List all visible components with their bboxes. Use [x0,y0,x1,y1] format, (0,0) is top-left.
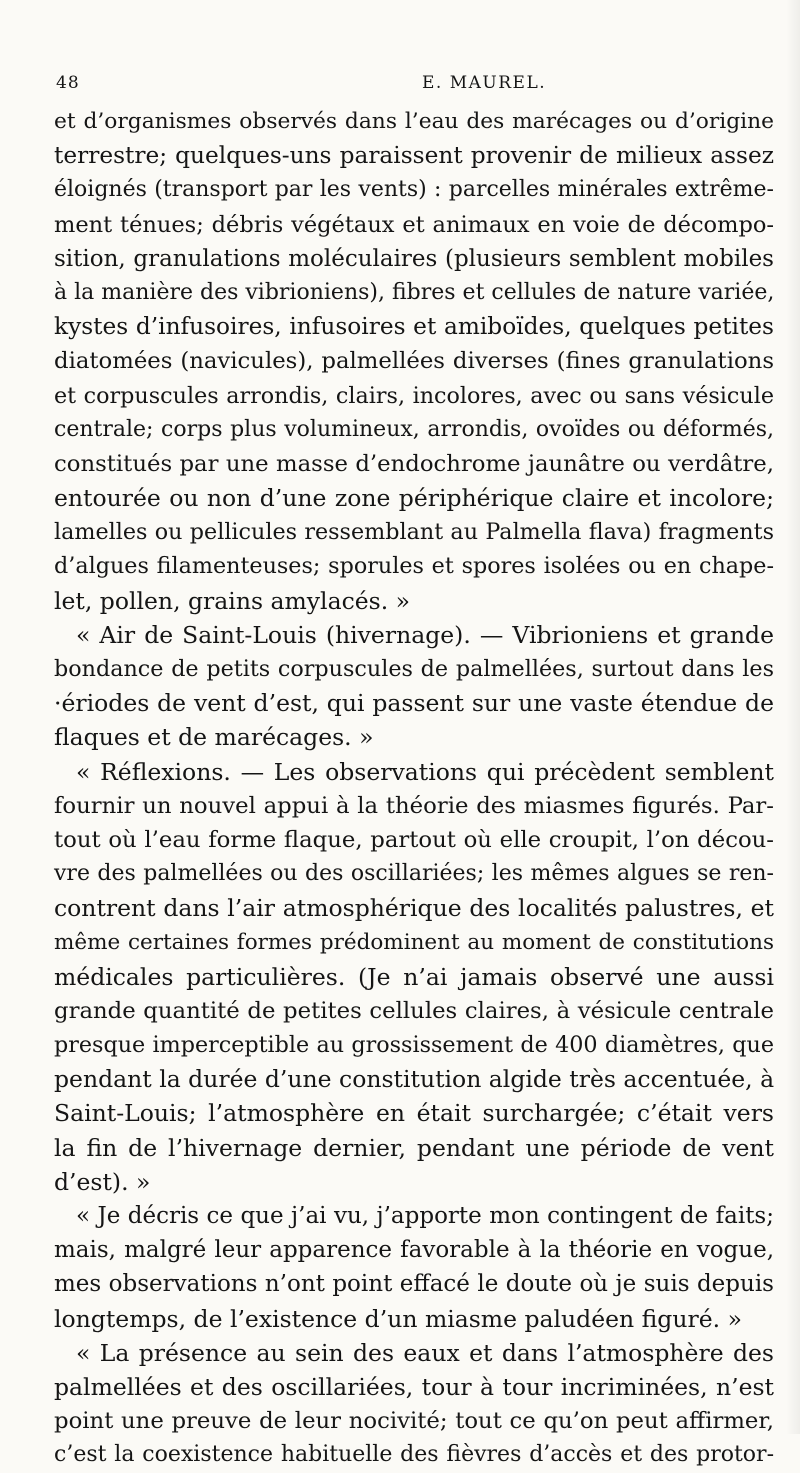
text-line: constitués par une masse d’endochrome jaunâtre ou verdâtre, [54,450,774,477]
text-line: Saint-Louis; l’atmosphère en était surchargée; c’était vers [54,1099,774,1128]
text-line: palmellées et des oscillariées, tour à tour incriminées, n’est [54,1372,774,1401]
text-line: kystes d’infusoires, infusoires et amiboïdes, quelques petites [54,313,774,341]
text-line: vre des palmellées ou des oscillariées; les mêmes algues se ren- [54,861,774,887]
text-line: mes observations n’ont point effacé le doute où je suis depuis [54,1271,774,1298]
text-line: « Air de Saint-Louis (hivernage). — Vibrioniens et grande [76,620,774,649]
page-number: 48 [56,73,80,93]
text-line: entourée ou non d’une zone périphérique claire et incolore; [54,484,774,513]
text-line: diatomées (navicules), palmellées diverses (fines granulations [54,348,774,375]
text-line: « Réflexions. — Les observations qui précèdent semblent [76,757,774,786]
running-head: E. MAUREL. [422,73,547,93]
text-line: à la manière des vibrioniens), fibres et cellules de nature variée, [54,279,775,305]
text-line: point une preuve de leur nocivité; tout ce qu’on peut affirmer, [54,1408,774,1435]
text-line: « Je décris ce que j’ai vu, j’apporte mon contingent de faits; [76,1203,774,1229]
text-line: et corpuscules arrondis, clairs, incolores, avec ou sans vésicule [54,382,774,409]
page-header [56,73,774,97]
text-line: longtemps, de l’existence d’un miasme paludéen figuré. » [54,1304,742,1333]
text-line: même certaines formes prédominent au moment de constitutions [54,929,774,955]
text-line: mais, malgré leur apparence favorable à la théorie en vogue, [54,1237,774,1264]
text-line: d’est). » [54,1167,151,1196]
text-line: éloignés (transport par les vents) : parcelles minérales extrême- [54,177,774,203]
text-line: fournir un nouvel appui à la théorie des miasmes figurés. Par- [54,792,774,819]
text-line: d’algues filamenteuses; sporules et spores isolées ou en chape- [54,553,774,580]
text-line: grande quantité de petites cellules claires, à vésicule centrale [54,997,774,1024]
text-line: tout où l’eau forme flaque, partout où elle croupit, l’on décou- [54,826,774,853]
text-line: bondance de petits corpuscules de palmellées, surtout dans les [54,656,774,682]
text-line: c’est la coexistence habituelle des fièvres d’accès et des protor- [54,1442,774,1468]
text-line: let, pollen, grains amylacés. » [54,586,411,615]
text-line: contrent dans l’air atmosphérique des localités palustres, et [54,894,774,923]
text-line: flaques et de marécages. » [54,723,374,752]
text-line: ·ériodes de vent d’est, qui passent sur une vaste étendue de [54,689,774,718]
text-line: pendant la durée d’une constitution algide très accentuée, à [54,1065,775,1094]
text-line: et d’organismes observés dans l’eau des marécages ou d’origine [54,109,774,134]
text-line: médicales particulières. (Je n’ai jamais observé une aussi [54,962,774,991]
text-line: presque imperceptible au grossissement de 400 diamètres, que [54,1032,774,1059]
page-edge-shadow [786,0,800,1434]
text-line: centrale; corps plus volumineux, arrondis, ovoïdes ou déformés, [54,416,774,442]
text-line: lamelles ou pellicules ressemblant au Palmella flava) fragments [54,519,774,546]
text-line: sition, granulations moléculaires (plusieurs semblent mobiles [54,245,774,272]
text-line: la fin de l’hivernage dernier, pendant une période de vent [54,1133,774,1162]
text-line: ment ténues; débris végétaux et animaux en voie de décompo- [54,211,774,238]
body-text [54,105,774,1473]
text-line: « La présence au sein des eaux et dans l’atmosphère des [76,1338,774,1367]
text-line: terrestre; quelques-uns paraissent provenir de milieux assez [54,142,774,170]
